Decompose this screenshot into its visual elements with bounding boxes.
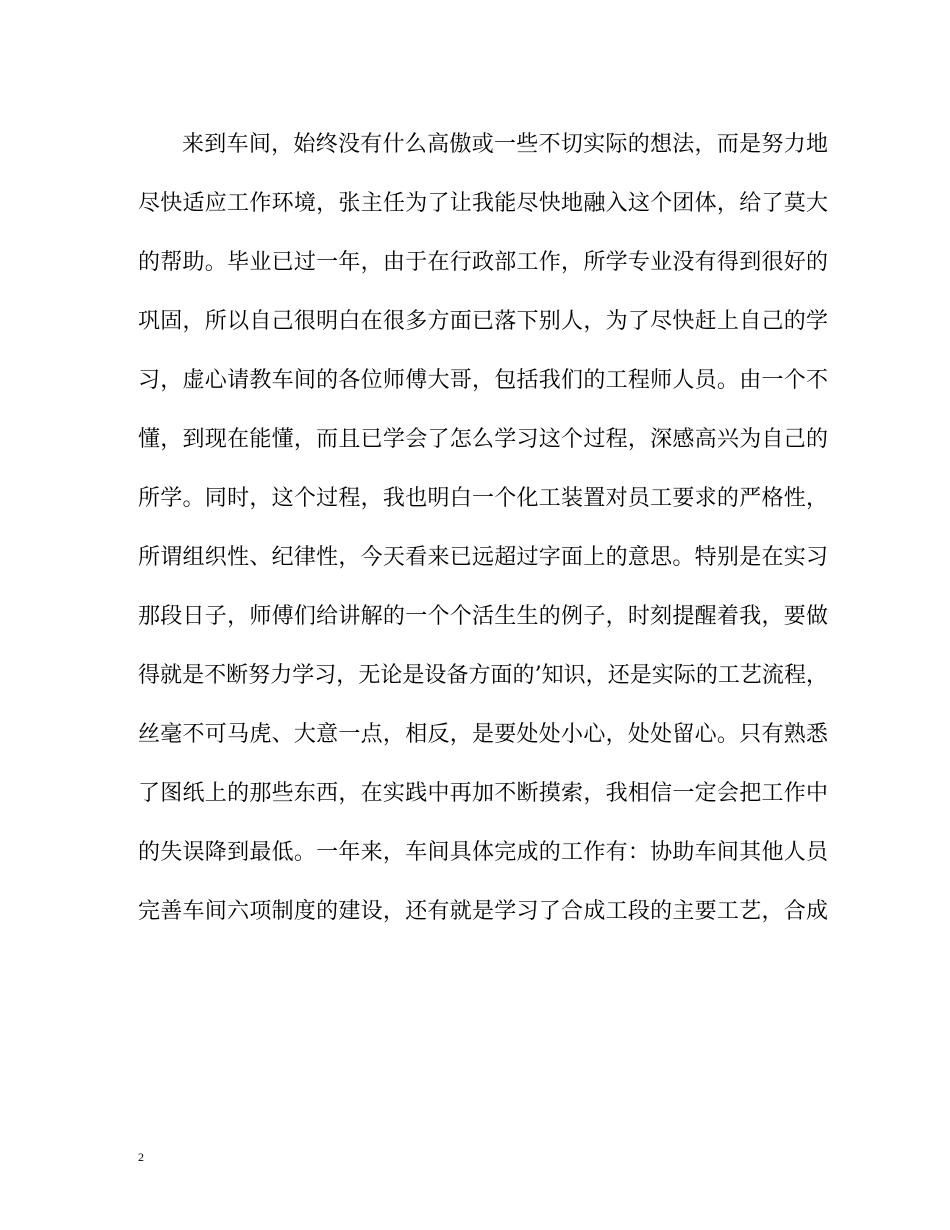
text-line-7: 所学。同时，这个过程，我也明白一个化工装置对员工要求的严格性， (138, 486, 828, 511)
text-line-1: 来到车间，始终没有什么高傲或一些不切实际的想法，而是努力地 (182, 132, 828, 157)
text-line-6: 懂，到现在能懂，而且已学会了怎么学习这个过程，深感高兴为自己的 (138, 427, 828, 452)
body-text (138, 123, 828, 949)
text-line-4: 巩固，所以自己很明白在很多方面已落下别人，为了尽快赶上自己的学 (138, 309, 828, 334)
text-line-5: 习，虚心请教车间的各位师傅大哥，包括我们的工程师人员。由一个不 (138, 368, 828, 393)
text-line-3: 的帮助。毕业已过一年，由于在行政部工作，所学专业没有得到很好的 (138, 250, 828, 275)
text-line-14: 完善车间六项制度的建设，还有就是学习了合成工段的主要工艺，合成 (138, 899, 828, 924)
text-line-13: 的失误降到最低。一年来，车间具体完成的工作有：协助车间其他人员 (138, 840, 828, 865)
text-line-12: 了图纸上的那些东西，在实践中再加不断摸索，我相信一定会把工作中 (138, 781, 828, 806)
text-line-11: 丝毫不可马虎、大意一点，相反，是要处处小心，处处留心。只有熟悉 (138, 722, 828, 747)
text-line-9: 那段日子，师傅们给讲解的一个个活生生的例子，时刻提醒着我，要做 (138, 604, 828, 629)
page-number: 2 (138, 1150, 144, 1164)
text-line-10: 得就是不断努力学习，无论是设备方面的’知识，还是实际的工艺流程， (138, 663, 828, 688)
text-line-2: 尽快适应工作环境，张主任为了让我能尽快地融入这个团体，给了莫大 (138, 191, 828, 216)
text-line-8: 所谓组织性、纪律性，今天看来已远超过字面上的意思。特别是在实习 (138, 545, 828, 570)
